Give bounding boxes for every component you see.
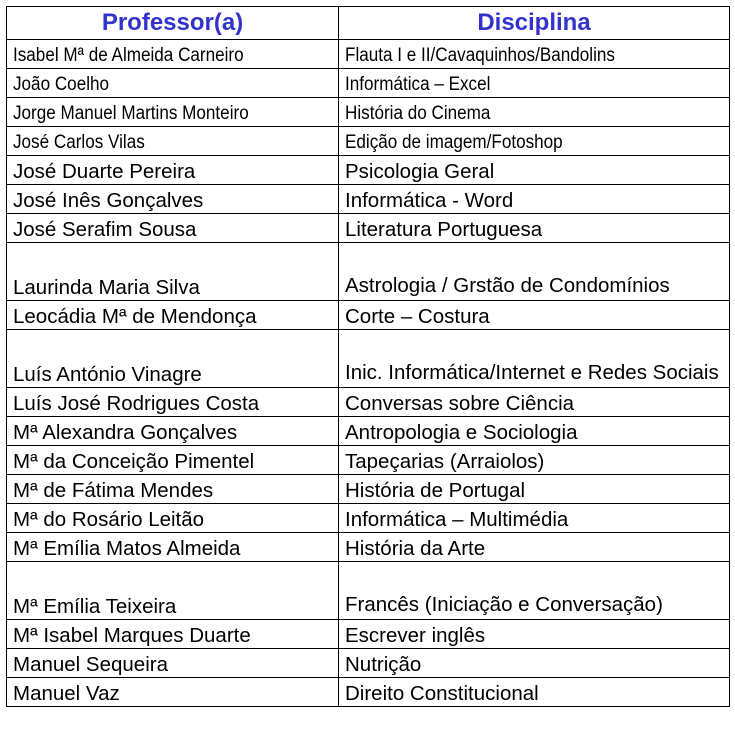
professor-cell: Luís António Vinagre [7,330,339,388]
disciplina-cell: História do Cinema [339,98,730,127]
disciplina-cell: Corte – Costura [339,301,730,330]
table-row [7,127,730,156]
disciplina-cell: Literatura Portuguesa [339,214,730,243]
table-row [7,504,730,533]
disciplina-cell: Flauta I e II/Cavaquinhos/Bandolins [339,40,730,69]
professor-cell: Mª Emília Matos Almeida [7,533,339,562]
professor-cell: Mª do Rosário Leitão [7,504,339,533]
disciplina-cell: Informática - Word [339,185,730,214]
disciplina-cell: Direito Constitucional [339,678,730,707]
table-row [7,185,730,214]
professor-cell: Manuel Vaz [7,678,339,707]
header-professor: Professor(a) [7,7,339,40]
disciplina-cell: Informática – Multimédia [339,504,730,533]
professor-cell: Isabel Mª de Almeida Carneiro [7,40,339,69]
table-row [7,417,730,446]
table-row [7,330,730,388]
table-row [7,475,730,504]
disciplina-cell: Nutrição [339,649,730,678]
disciplina-cell: Astrologia / Grstão de Condomínios [339,243,730,301]
table-row [7,214,730,243]
disciplina-cell: História da Arte [339,533,730,562]
disciplina-cell: Conversas sobre Ciência [339,388,730,417]
disciplina-cell: Tapeçarias (Arraiolos) [339,446,730,475]
table-row [7,533,730,562]
professor-cell: José Duarte Pereira [7,156,339,185]
table-row [7,243,730,301]
professor-cell: Manuel Sequeira [7,649,339,678]
disciplina-cell: Informática – Excel [339,69,730,98]
disciplina-cell: Antropologia e Sociologia [339,417,730,446]
table-row [7,156,730,185]
table-row [7,98,730,127]
professor-cell: Luís José Rodrigues Costa [7,388,339,417]
professor-cell: José Carlos Vilas [7,127,339,156]
professor-cell: Mª Emília Teixeira [7,562,339,620]
professor-cell: José Serafim Sousa [7,214,339,243]
professor-cell: José Inês Gonçalves [7,185,339,214]
disciplina-cell: Escrever inglês [339,620,730,649]
professor-cell: Mª de Fátima Mendes [7,475,339,504]
table-row [7,678,730,707]
table-row [7,40,730,69]
disciplina-cell: Francês (Iniciação e Conversação) [339,562,730,620]
table-row [7,562,730,620]
professor-cell: Leocádia Mª de Mendonça [7,301,339,330]
table-row [7,388,730,417]
table-row [7,69,730,98]
disciplina-cell: Inic. Informática/Internet e Redes Sociais [339,330,730,388]
professor-cell: Laurinda Maria Silva [7,243,339,301]
table-row [7,446,730,475]
teachers-table [6,6,730,707]
table-row [7,301,730,330]
disciplina-cell: História de Portugal [339,475,730,504]
header-disciplina: Disciplina [339,7,730,40]
professor-cell: João Coelho [7,69,339,98]
professor-cell: Mª Isabel Marques Duarte [7,620,339,649]
table-header-row [7,7,730,40]
professor-cell: Jorge Manuel Martins Monteiro [7,98,339,127]
professor-cell: Mª da Conceição Pimentel [7,446,339,475]
table-row [7,649,730,678]
professor-cell: Mª Alexandra Gonçalves [7,417,339,446]
table-row [7,620,730,649]
disciplina-cell: Edição de imagem/Fotoshop [339,127,730,156]
disciplina-cell: Psicologia Geral [339,156,730,185]
